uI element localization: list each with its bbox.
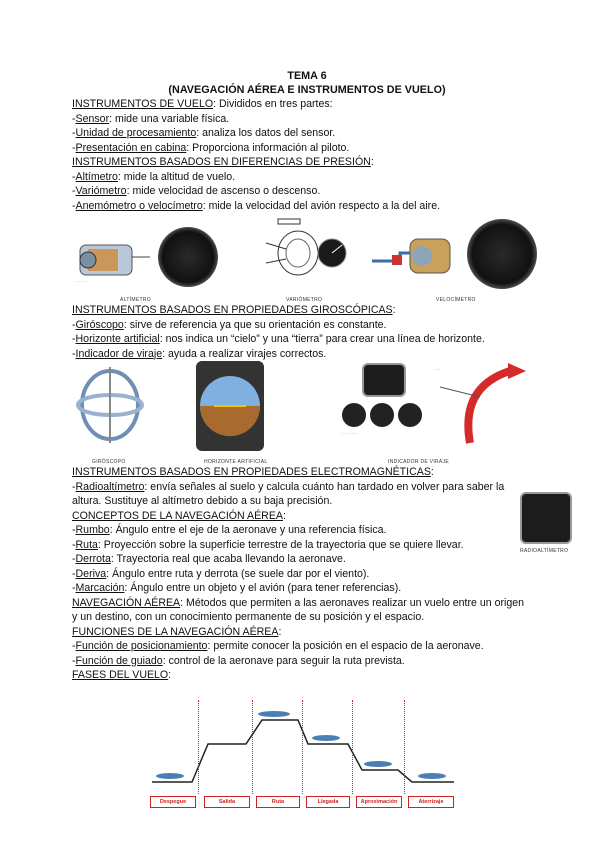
svg-text:· · · · · · ·: · · · · · · · <box>342 431 358 436</box>
radioaltimeter-image <box>520 492 572 544</box>
artificial-horizon-caption: HORIZONTE ARTIFICIAL <box>204 459 268 465</box>
doc-title-line2: (NAVEGACIÓN AÉREA E INSTRUMENTOS DE VUELO) <box>168 83 446 96</box>
list-item: -Ruta: Proyección sobre la superficie terrestre de la trayectoria que se quiere llevar. <box>72 538 464 551</box>
turn-indicator-image <box>362 363 406 397</box>
turn-indicator-gauges-image <box>340 397 426 437</box>
figure-presion <box>72 213 532 303</box>
list-item: -Variómetro: mide velocidad de ascenso o descenso. <box>72 185 321 197</box>
section-heading: CONCEPTOS DE LA NAVEGACIÓN AÉREA <box>72 509 283 522</box>
phase-label: Ruta <box>256 796 300 808</box>
section-heading: INSTRUMENTOS BASADOS EN PROPIEDADES GIROSCÓPICAS <box>72 304 393 316</box>
phase-label: Llegada <box>306 796 350 808</box>
variometer-diagram-image <box>258 213 348 291</box>
radioaltimeter-figure <box>520 492 572 554</box>
phase-label: Despegue <box>150 796 196 808</box>
artificial-horizon-image <box>196 361 264 451</box>
svg-text:· · · · ·: · · · · · <box>76 279 88 284</box>
gyroscope-caption: GIRÓSCOPO <box>92 459 126 465</box>
list-item: -Unidad de procesamiento: analiza los datos del sensor. <box>72 127 336 139</box>
section-fases: FASES DEL VUELO: <box>72 669 172 681</box>
flight-phases-diagram <box>148 700 458 812</box>
list-item: -Altímetro: mide la altitud de vuelo. <box>72 170 236 183</box>
section-conceptos: CONCEPTOS DE LA NAVEGACIÓN AÉREA: <box>72 509 286 522</box>
list-item: -Radioaltímetro: envía señales al suelo y calcula cuánto han tardado en volver para saber la altura. Sustituye al altímetro debido a su baja precisión. <box>72 480 505 507</box>
section-electromagneticas: INSTRUMENTOS BASADOS EN PROPIEDADES ELECTROMAGNÉTICAS: <box>72 466 434 478</box>
section-heading: INSTRUMENTOS BASADOS EN PROPIEDADES ELECTROMAGNÉTICAS <box>72 466 431 478</box>
list-item: -Giróscopo: sirve de referencia ya que su orientación es constante. <box>72 318 387 331</box>
list-item: -Función de guiado: control de la aeronave para seguir la ruta prevista. <box>72 654 405 667</box>
turn-diagram-image <box>430 357 540 449</box>
figure-giroscopicas <box>72 361 532 465</box>
document-page <box>72 70 532 683</box>
section-giroscopicas: INSTRUMENTOS BASADOS EN PROPIEDADES GIROSCÓPICAS: <box>72 304 396 316</box>
gyroscope-image <box>74 365 146 445</box>
doc-title-line1: TEMA 6 <box>287 70 327 82</box>
section-instrumentos-vuelo: INSTRUMENTOS DE VUELO: Divididos en tres partes: <box>72 98 333 110</box>
altimeter-diagram-image <box>74 227 154 287</box>
list-item: -Función de posicionamiento: permite conocer la posición en el espacio de la aeronave. <box>72 640 484 652</box>
phase-label: Aproximación <box>356 796 402 808</box>
velocimeter-gauge-image <box>467 219 537 289</box>
list-item: -Derrota: Trayectoria real que acaba llevando la aeronave. <box>72 553 346 565</box>
altimeter-gauge-image <box>158 227 218 287</box>
section-navegacion: NAVEGACIÓN AÉREA: Métodos que permiten a las aeronaves realizar un vuelo entre un origen y un destino, con un conocimiento permanente de su posición y el espacio. <box>72 596 525 623</box>
phase-label: Aterrizaje <box>408 796 454 808</box>
velocimeter-caption: VELOCÍMETRO <box>436 297 476 303</box>
list-item: -Deriva: Ángulo entre ruta y derrota (se suele dar por el viento). <box>72 567 370 580</box>
section-heading: INSTRUMENTOS DE VUELO <box>72 98 214 110</box>
section-funciones: FUNCIONES DE LA NAVEGACIÓN AÉREA: <box>72 625 282 638</box>
section-heading: FASES DEL VUELO <box>72 669 169 681</box>
variometer-caption: VARIÓMETRO <box>286 297 323 303</box>
phase-label: Salida <box>204 796 250 808</box>
radioaltimeter-caption: RADIOALTÍMETRO <box>520 548 569 554</box>
section-heading: NAVEGACIÓN AÉREA <box>72 596 181 609</box>
section-heading: FUNCIONES DE LA NAVEGACIÓN AÉREA <box>72 625 279 638</box>
list-item: -Horizonte artificial: nos indica un “cielo” y una “tierra” para crear una línea de horizonte. <box>72 333 485 345</box>
section-presion: INSTRUMENTOS BASADOS EN DIFERENCIAS DE PRESIÓN: <box>72 156 374 168</box>
list-item: -Rumbo: Ángulo entre el eje de la aeronave y una referencia física. <box>72 524 387 536</box>
section-heading: INSTRUMENTOS BASADOS EN DIFERENCIAS DE PRESIÓN <box>72 156 371 168</box>
list-item: -Presentación en cabina: Proporciona información al piloto. <box>72 141 350 154</box>
list-item: -Sensor: mide una variable física. <box>72 112 230 125</box>
turn-indicator-caption: INDICADOR DE VIRAJE <box>388 459 449 465</box>
list-item: -Anemómetro o velocímetro: mide la velocidad del avión respecto a la del aire. <box>72 199 441 212</box>
list-item: -Indicador de viraje: ayuda a realizar virajes correctos. <box>72 347 327 360</box>
list-item: -Marcación: Ángulo entre un objeto y el avión (para tener referencias). <box>72 582 402 594</box>
svg-text:· · ·: · · · <box>434 367 441 372</box>
altimeter-caption: ALTÍMETRO <box>120 297 151 303</box>
velocimeter-diagram-image <box>370 227 460 287</box>
